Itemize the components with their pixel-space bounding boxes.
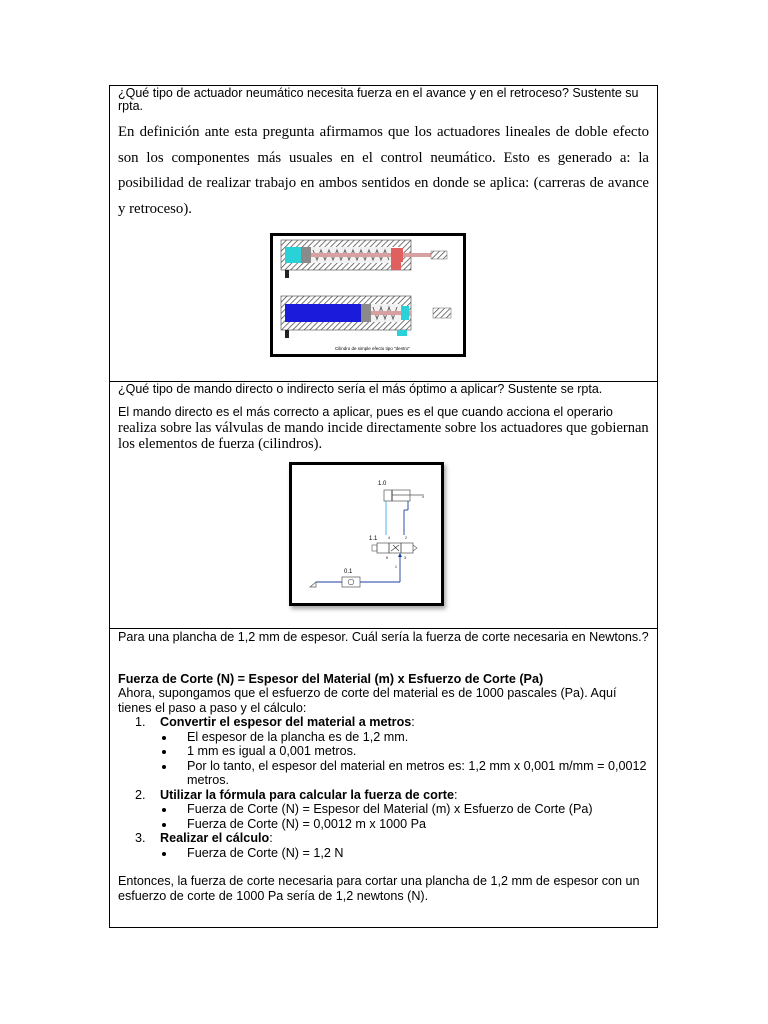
qa-table (109, 85, 658, 928)
step-2-bullets (118, 802, 649, 831)
circuit-illustration (292, 465, 441, 603)
steps-list-3 (118, 831, 649, 846)
question-actuator: ¿Qué tipo de actuador neumático necesita fuerza en el avance y en el retroceso? Sustente su rpta. (118, 86, 639, 113)
cylinder-label: 1.0 (378, 481, 387, 487)
calculation-intro: Ahora, supongamos que el esfuerzo de corte del material es de 1000 pascales (Pa). Aquí tienes el paso a paso y el cálculo: (118, 686, 617, 715)
steps-list-2 (118, 788, 649, 803)
section-actuator (110, 86, 657, 382)
bullet-item: • El espesor de la plancha es de 1,2 mm. (176, 730, 649, 745)
answer-actuator: En definición ante esta pregunta afirmamos que los actuadores lineales de doble efecto son los componentes más usuales en el control neumático. Esto es generado a: la posibilidad de realizar trabajo en ambos sentidos en donde se aplica: (carreras de avance y retroceso). (118, 124, 649, 217)
step-item: 3. Realizar el cálculo: (149, 831, 649, 846)
step-title: Utilizar la fórmula para calcular la fuerza de corte (160, 787, 454, 802)
port-4-label: 4 (388, 536, 390, 540)
question-cutting-force: Para una plancha de 1,2 mm de espesor. Cuál sería la fuerza de corte necesaria en Newtons.? (118, 630, 649, 644)
section-control (110, 382, 657, 629)
port-2-label: 2 (405, 536, 407, 540)
port-5-label: 5 (386, 556, 388, 560)
source-label: 0.1 (344, 569, 353, 575)
cylinder-illustration (273, 236, 463, 354)
valve-label: 1.1 (369, 536, 378, 542)
bullet-item: • Fuerza de Corte (N) = 1,2 N (176, 846, 649, 861)
steps-list (118, 715, 649, 730)
section-cutting-force (110, 629, 657, 927)
pneumatic-circuit-diagram (289, 462, 444, 606)
step-3-bullets (118, 846, 649, 861)
svg-text:o: o (422, 494, 425, 499)
answer-control-line1: El mando directo es el más correcto a aplicar, pues es el que cuando acciona el operario (118, 405, 613, 419)
port-3-label: 3 (404, 556, 406, 560)
answer-control-rest: realiza sobre las válvulas de mando incide directamente sobre los actuadores que gobiernan los elementos de fuerza (cilindros). (118, 419, 649, 452)
conclusion: Entonces, la fuerza de corte necesaria para cortar una plancha de 1,2 mm de espesor con un esfuerzo de corte de 1000 Pa sería de 1,2 newtons (N). (118, 874, 640, 903)
step-1-bullets (118, 730, 649, 788)
port-1-label: 1 (395, 565, 397, 569)
question-control: ¿Qué tipo de mando directo o indirecto sería el más óptimo a aplicar? Sustente se rpta. (118, 382, 603, 396)
bullet-item: • Por lo tanto, el espesor del material en metros es: 1,2 mm x 0,001 m/mm = 0,0012 metros. (176, 759, 649, 788)
figure-caption: Cilindro de simple efecto tipo "dentro" (335, 346, 410, 351)
upper-cylinder (281, 240, 447, 278)
step-title: Convertir el espesor del material a metros (160, 715, 412, 729)
formula-heading: Fuerza de Corte (N) = Espesor del Material (m) x Esfuerzo de Corte (Pa) (118, 671, 544, 686)
bullet-item: • 1 mm es igual a 0,001 metros. (176, 744, 649, 759)
step-item: 2. Utilizar la fórmula para calcular la fuerza de corte: (149, 788, 649, 803)
bullet-item: • Fuerza de Corte (N) = 0,0012 m x 1000 Pa (176, 817, 649, 832)
bullet-item: • Fuerza de Corte (N) = Espesor del Material (m) x Esfuerzo de Corte (Pa) (176, 802, 649, 817)
double-acting-cylinder-figure (270, 233, 466, 357)
step-item: 1. Convertir el espesor del material a metros: (149, 715, 649, 730)
lower-cylinder (281, 296, 451, 338)
step-title: Realizar el cálculo (160, 831, 270, 845)
